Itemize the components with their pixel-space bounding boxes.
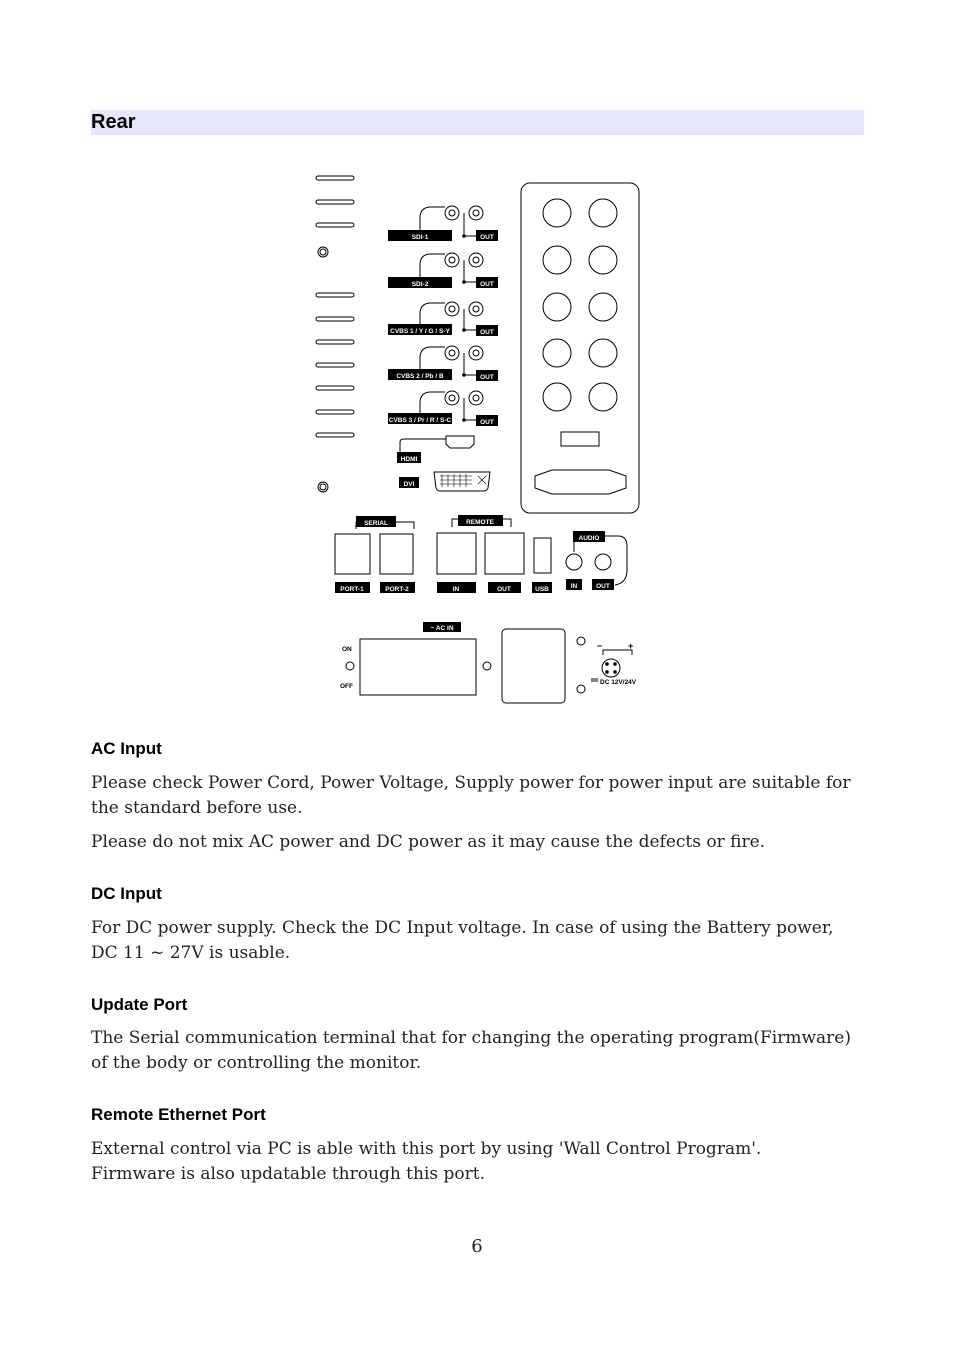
minus-sign: −	[597, 641, 603, 651]
audio-in-label: IN	[570, 583, 578, 590]
sdi1-label: SDI-1	[411, 234, 429, 241]
port2-label: PORT-2	[385, 586, 409, 593]
port1-label: PORT-1	[340, 586, 364, 593]
rear-panel-diagram	[300, 160, 660, 720]
hdmi-port	[400, 436, 474, 452]
remote-in-label: IN	[452, 586, 460, 593]
dc-input-block	[502, 629, 565, 703]
page-number: 6	[471, 1236, 483, 1257]
vent-slots-top	[316, 176, 354, 227]
section-title-dc-input: DC Input	[91, 884, 162, 903]
dc-voltage-label: DC 12V/24V	[600, 679, 637, 686]
audio-jacks	[566, 536, 627, 585]
paragraph-remote-ethernet-port: External control via PC is able with this port by using 'Wall Control Program'. Firmware is also updatable through this port.	[91, 1139, 762, 1184]
remote-out-label: OUT	[497, 586, 511, 593]
power-on-label: ON	[342, 646, 352, 653]
power-off-label: OFF	[340, 683, 353, 690]
out-label: OUT	[480, 329, 494, 336]
serial-ports	[335, 522, 414, 574]
usb-port	[534, 538, 551, 573]
rear-panel-drawing	[300, 160, 660, 720]
vent-slots-middle	[316, 293, 354, 437]
side-panel	[521, 183, 639, 513]
out-label: OUT	[480, 234, 494, 241]
cvbs2-label: CVBS 2 / Pb / B	[396, 373, 444, 380]
dvi-label: DVI	[403, 481, 415, 488]
audio-out-label: OUT	[596, 583, 610, 590]
section-title-update-port: Update Port	[91, 995, 188, 1014]
remote-ethernet-ports	[437, 519, 524, 574]
out-label: OUT	[480, 374, 494, 381]
serial-label: SERIAL	[364, 520, 388, 527]
remote-label: REMOTE	[466, 519, 494, 526]
paragraph-dc-input: For DC power supply. Check the DC Input voltage. In case of using the Battery power, DC 11 ~ 27V is usable.	[91, 918, 834, 963]
out-label: OUT	[480, 419, 494, 426]
sdi2-label: SDI-2	[411, 281, 429, 288]
paragraph-ac-input-2: Please do not mix AC power and DC power as it may cause the defects or fire.	[91, 832, 766, 852]
dvi-port	[434, 472, 490, 491]
plus-sign: +	[628, 641, 634, 651]
paragraph-update-port: The Serial communication terminal that for changing the operating program(Firmware) of the body or controlling the monitor.	[91, 1028, 851, 1073]
paragraph-ac-input-1: Please check Power Cord, Power Voltage, Supply power for power input are suitable for the standard before use.	[91, 773, 851, 818]
ac-in-label: ~ AC IN	[430, 625, 454, 632]
section-title-ac-input: AC Input	[91, 739, 162, 758]
cvbs1-label: CVBS 1 / Y / G / S-Y	[390, 328, 450, 335]
audio-label: AUDIO	[578, 535, 600, 542]
out-label: OUT	[480, 281, 494, 288]
section-header-bar	[91, 110, 864, 135]
cvbs3-label: CVBS 3 / Pr / R / S-C	[388, 417, 452, 424]
section-header-title: Rear	[91, 111, 136, 133]
usb-label: USB	[535, 586, 549, 593]
hdmi-label: HDMI	[400, 456, 418, 463]
section-title-remote-ethernet-port: Remote Ethernet Port	[91, 1105, 266, 1124]
ac-input-block	[346, 639, 491, 695]
